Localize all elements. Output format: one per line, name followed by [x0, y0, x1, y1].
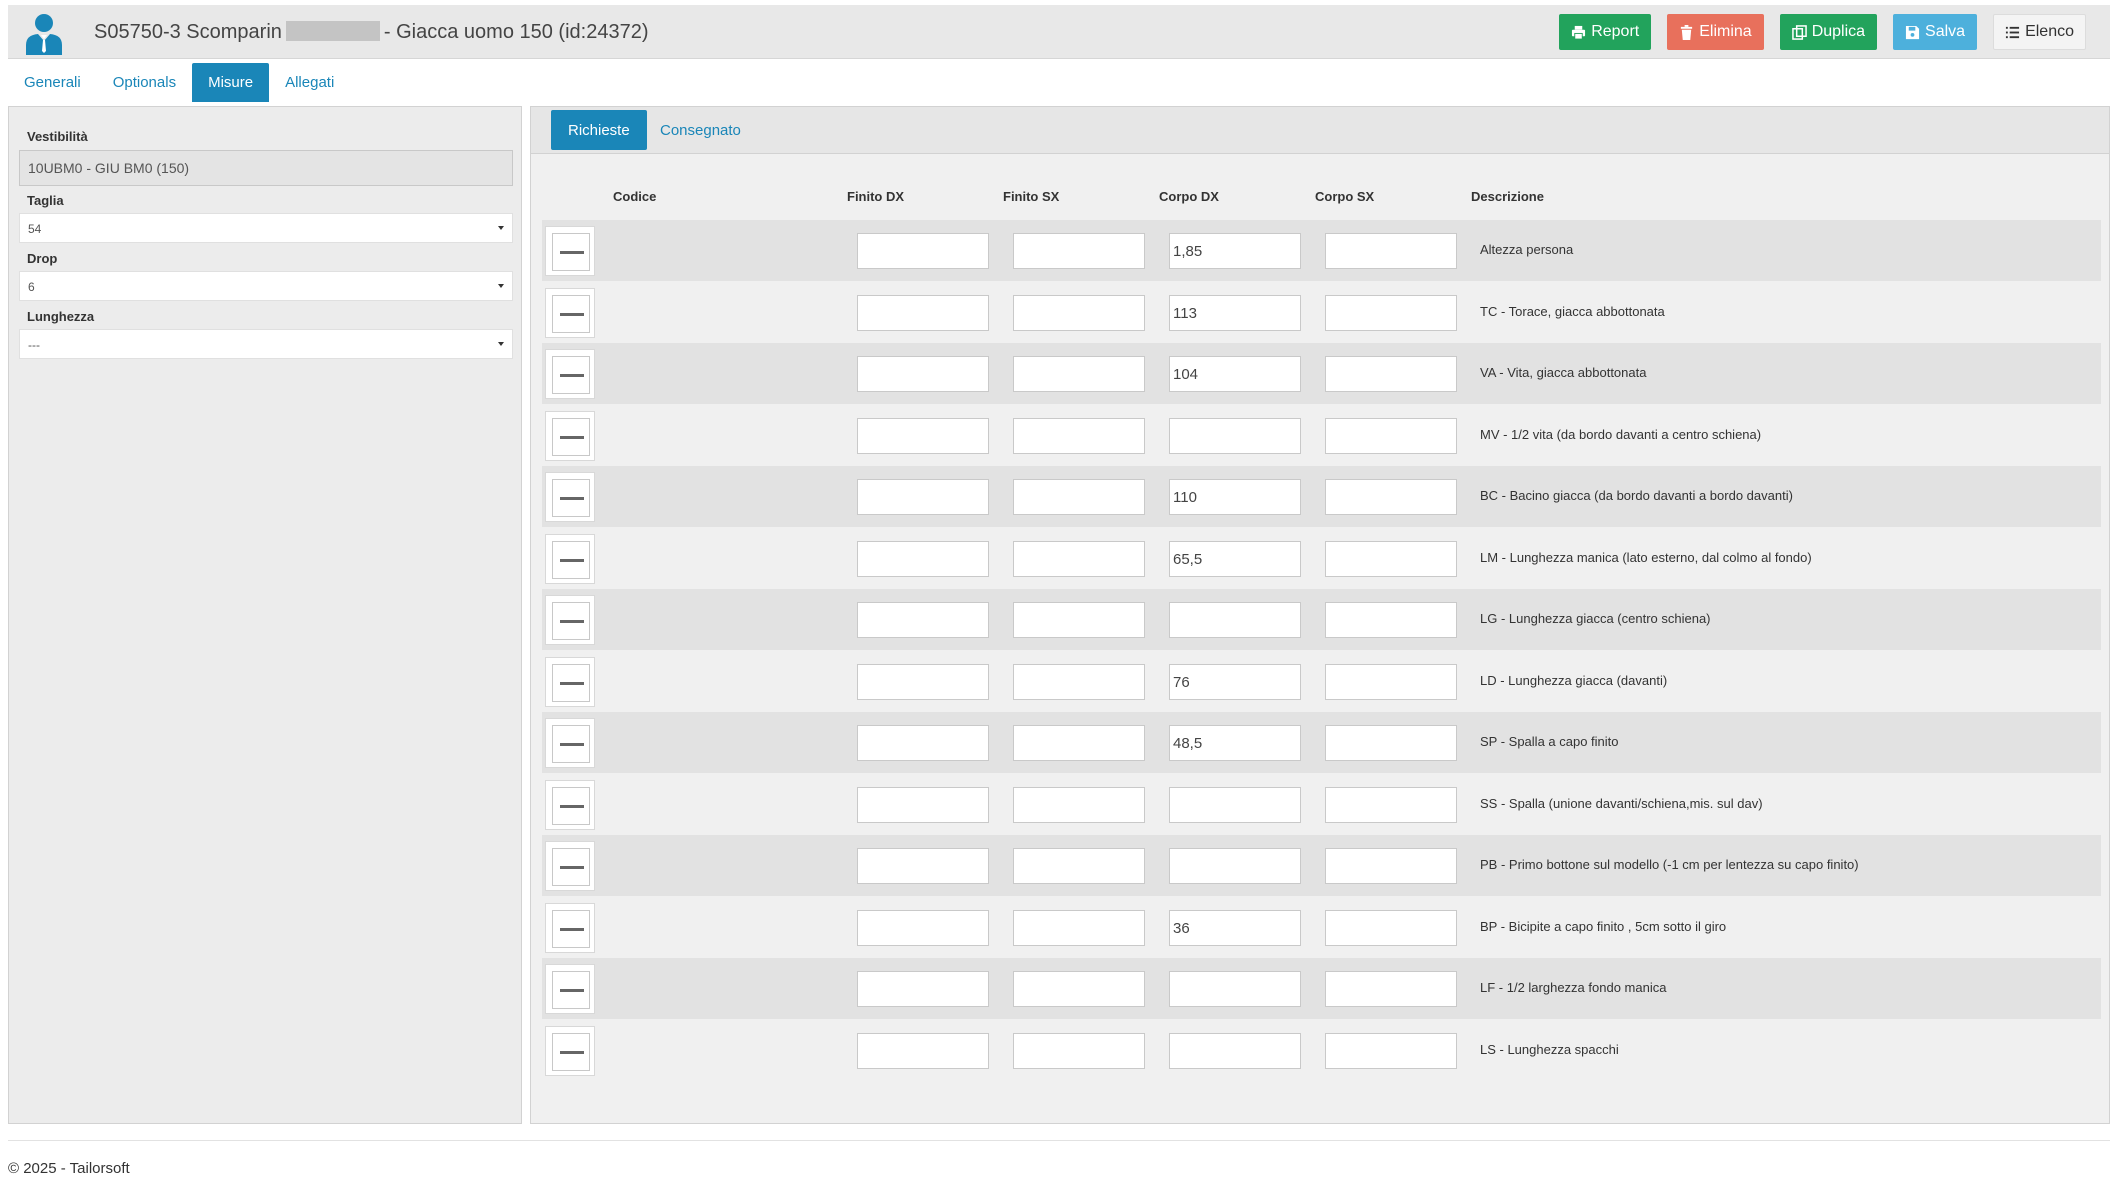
measure-description: BC - Bacino giacca (da bordo davanti a bordo davanti): [1480, 488, 1793, 503]
delete-button[interactable]: [1667, 14, 1763, 50]
title-suffix: - Giacca uomo 150 (id:24372): [383, 21, 649, 43]
table-row: [542, 712, 2101, 773]
taglia-value: 54: [28, 222, 42, 236]
corpo-sx-input[interactable]: [1325, 233, 1457, 269]
corpo-sx-input[interactable]: [1325, 787, 1457, 823]
row-action-frame: [552, 479, 590, 517]
tab-generali[interactable]: Generali: [24, 74, 81, 91]
measure-description: LS - Lunghezza spacchi: [1480, 1041, 1619, 1057]
title-prefix: S05750-3 Scomparin: [94, 21, 282, 43]
column-finito-dx: Finito DX: [847, 189, 905, 204]
finito-sx-input[interactable]: [1013, 541, 1145, 577]
corpo-dx-input[interactable]: [1169, 602, 1301, 638]
row-action-button[interactable]: [545, 1026, 595, 1076]
finito-sx-input[interactable]: [1013, 356, 1145, 392]
finito-dx-input[interactable]: [857, 664, 989, 700]
minus-icon: [560, 1051, 584, 1054]
table-row: [542, 405, 2101, 466]
column-corpo-dx: Corpo DX: [1159, 189, 1219, 204]
corpo-sx-input[interactable]: [1325, 848, 1457, 884]
table-row: [542, 897, 2101, 958]
corpo-sx-input[interactable]: [1325, 541, 1457, 577]
corpo-sx-input[interactable]: [1325, 664, 1457, 700]
finito-sx-input[interactable]: [1013, 910, 1145, 946]
delete-label: Elimina: [1699, 23, 1752, 40]
corpo-sx-input[interactable]: [1325, 418, 1457, 454]
redacted-name: [286, 21, 380, 41]
table-row: [542, 774, 2101, 835]
finito-dx-input[interactable]: [857, 356, 989, 392]
footer-divider: [8, 1140, 2110, 1141]
finito-dx-input[interactable]: [857, 787, 989, 823]
drop-select[interactable]: [19, 271, 513, 301]
finito-sx-input[interactable]: [1013, 848, 1145, 884]
row-action-frame: [552, 725, 590, 763]
tab-consegnato[interactable]: Consegnato: [660, 121, 741, 139]
duplicate-button[interactable]: [1780, 14, 1877, 50]
finito-dx-input[interactable]: [857, 233, 989, 269]
finito-sx-input[interactable]: [1013, 479, 1145, 515]
corpo-dx-input[interactable]: 113: [1169, 295, 1301, 331]
row-action-button[interactable]: [545, 903, 595, 953]
row-action-button[interactable]: [545, 595, 595, 645]
corpo-dx-input[interactable]: 65,5: [1169, 541, 1301, 577]
row-action-button[interactable]: [545, 780, 595, 830]
finito-sx-input[interactable]: [1013, 787, 1145, 823]
row-action-frame: [552, 971, 590, 1009]
taglia-label: Taglia: [27, 193, 64, 208]
corpo-sx-input[interactable]: [1325, 971, 1457, 1007]
corpo-dx-input[interactable]: [1169, 971, 1301, 1007]
row-action-frame: [552, 356, 590, 394]
row-action-button[interactable]: [545, 534, 595, 584]
table-row: [542, 651, 2101, 712]
finito-sx-input[interactable]: [1013, 295, 1145, 331]
corpo-dx-input[interactable]: 36: [1169, 910, 1301, 946]
row-action-frame: [552, 602, 590, 640]
toolbar: [1559, 14, 2086, 50]
measures-panel: [530, 106, 2110, 1124]
trash-icon: [1679, 25, 1694, 40]
measure-description: VA - Vita, giacca abbottonata: [1480, 365, 1647, 380]
report-button[interactable]: [1559, 14, 1651, 50]
minus-icon: [560, 866, 584, 869]
minus-icon: [560, 620, 584, 623]
table-row: [542, 835, 2101, 896]
lunghezza-select[interactable]: [19, 329, 513, 359]
chevron-down-icon: [498, 284, 504, 288]
user-avatar-icon: [22, 11, 66, 55]
finito-dx-input[interactable]: [857, 418, 989, 454]
row-action-button[interactable]: [545, 226, 595, 276]
vestibilita-field: 10UBM0 - GIU BM0 (150): [19, 150, 513, 186]
row-action-button[interactable]: [545, 472, 595, 522]
finito-dx-input[interactable]: [857, 1033, 989, 1069]
measure-description: LG - Lunghezza giacca (centro schiena): [1480, 611, 1711, 626]
finito-dx-input[interactable]: [857, 971, 989, 1007]
finito-sx-input[interactable]: [1013, 664, 1145, 700]
minus-icon: [560, 374, 584, 377]
drop-label: Drop: [27, 251, 58, 266]
corpo-sx-input[interactable]: [1325, 725, 1457, 761]
corpo-dx-input[interactable]: [1169, 418, 1301, 454]
measure-description: PB - Primo bottone sul modello (-1 cm per lentezza su capo finito): [1480, 857, 1859, 872]
report-label: Report: [1591, 23, 1640, 40]
corpo-sx-input[interactable]: [1325, 479, 1457, 515]
minus-icon: [560, 313, 584, 316]
floppy-disk-icon: [1905, 25, 1920, 40]
minus-icon: [560, 436, 584, 439]
row-action-button[interactable]: [545, 288, 595, 338]
tab-richieste[interactable]: Richieste: [551, 110, 647, 150]
duplicate-label: Duplica: [1811, 23, 1866, 40]
minus-icon: [560, 989, 584, 992]
table-row: [542, 220, 2101, 281]
table-row: [542, 282, 2101, 343]
finito-dx-input[interactable]: [857, 602, 989, 638]
fit-panel: [8, 106, 522, 1124]
row-action-button[interactable]: [545, 718, 595, 768]
corpo-sx-input[interactable]: [1325, 910, 1457, 946]
row-action-button[interactable]: [545, 411, 595, 461]
row-action-frame: [552, 787, 590, 825]
page-title: [94, 21, 648, 44]
list-button[interactable]: [1993, 14, 2086, 50]
save-button[interactable]: [1893, 14, 1977, 50]
corpo-dx-input[interactable]: [1169, 848, 1301, 884]
main-tabs: [8, 63, 350, 102]
finito-dx-input[interactable]: [857, 541, 989, 577]
save-label: Salva: [1925, 23, 1966, 40]
measure-description: SP - Spalla a capo finito: [1480, 734, 1619, 749]
measure-description: MV - 1/2 vita (da bordo davanti a centro schiena): [1480, 426, 1762, 442]
list-label: Elenco: [2025, 23, 2074, 40]
finito-dx-input[interactable]: [857, 910, 989, 946]
finito-dx-input[interactable]: [857, 725, 989, 761]
minus-icon: [560, 805, 584, 808]
minus-icon: [560, 497, 584, 500]
tab-misure[interactable]: Misure: [192, 63, 269, 102]
finito-sx-input[interactable]: [1013, 602, 1145, 638]
row-action-frame: [552, 541, 590, 579]
measure-description: LM - Lunghezza manica (lato esterno, dal colmo al fondo): [1480, 549, 1812, 565]
finito-sx-input[interactable]: [1013, 1033, 1145, 1069]
row-action-button[interactable]: [545, 349, 595, 399]
drop-value: 6: [28, 280, 35, 294]
page-header: [8, 5, 2110, 59]
measure-description: LD - Lunghezza giacca (davanti): [1480, 672, 1668, 688]
row-action-frame: [552, 418, 590, 456]
row-action-frame: [552, 233, 590, 271]
finito-sx-input[interactable]: [1013, 418, 1145, 454]
corpo-dx-input[interactable]: 104: [1169, 356, 1301, 392]
corpo-dx-input[interactable]: [1169, 1033, 1301, 1069]
finito-dx-input[interactable]: [857, 848, 989, 884]
row-action-button[interactable]: [545, 657, 595, 707]
minus-icon: [560, 743, 584, 746]
measure-subtabs: [531, 107, 2109, 154]
table-row: [542, 466, 2101, 527]
row-action-frame: [552, 910, 590, 948]
table-row: [542, 528, 2101, 589]
minus-icon: [560, 682, 584, 685]
column-finito-sx: Finito SX: [1003, 189, 1060, 204]
finito-dx-input[interactable]: [857, 479, 989, 515]
table-row: [542, 343, 2101, 404]
table-row: [542, 958, 2101, 1019]
corpo-dx-input[interactable]: 76: [1169, 664, 1301, 700]
corpo-dx-input[interactable]: [1169, 787, 1301, 823]
row-action-frame: [552, 664, 590, 702]
measure-description: BP - Bicipite a capo finito , 5cm sotto il giro: [1480, 918, 1727, 934]
chevron-down-icon: [498, 342, 504, 346]
row-action-frame: [552, 1033, 590, 1071]
column-codice: Codice: [613, 189, 657, 204]
corpo-sx-input[interactable]: [1325, 1033, 1457, 1069]
taglia-select[interactable]: [19, 213, 513, 243]
footer: © 2025 - Tailorsoft: [8, 1160, 130, 1177]
finito-sx-input[interactable]: [1013, 971, 1145, 1007]
vestibilita-label: Vestibilità: [27, 129, 88, 144]
lunghezza-value: ---: [28, 338, 40, 352]
row-action-button[interactable]: [545, 964, 595, 1014]
table-row: [542, 1020, 2101, 1081]
corpo-dx-input[interactable]: 1,85: [1169, 233, 1301, 269]
finito-dx-input[interactable]: [857, 295, 989, 331]
measure-description: LF - 1/2 larghezza fondo manica: [1480, 980, 1667, 995]
table-row: [542, 589, 2101, 650]
finito-sx-input[interactable]: [1013, 725, 1145, 761]
corpo-dx-input[interactable]: 110: [1169, 479, 1301, 515]
tab-allegati[interactable]: Allegati: [285, 74, 335, 91]
print-icon: [1571, 25, 1586, 40]
corpo-sx-input[interactable]: [1325, 356, 1457, 392]
minus-icon: [560, 559, 584, 562]
measure-description: TC - Torace, giacca abbottonata: [1480, 303, 1665, 319]
copy-icon: [1792, 25, 1807, 40]
corpo-dx-input[interactable]: 48,5: [1169, 725, 1301, 761]
row-action-frame: [552, 295, 590, 333]
corpo-sx-input[interactable]: [1325, 602, 1457, 638]
measure-description: Altezza persona: [1480, 242, 1574, 257]
minus-icon: [560, 251, 584, 254]
list-icon: [2005, 25, 2020, 40]
minus-icon: [560, 928, 584, 931]
corpo-sx-input[interactable]: [1325, 295, 1457, 331]
finito-sx-input[interactable]: [1013, 233, 1145, 269]
row-action-frame: [552, 848, 590, 886]
tab-optionals[interactable]: Optionals: [112, 74, 177, 91]
row-action-button[interactable]: [545, 841, 595, 891]
column-corpo-sx: Corpo SX: [1315, 189, 1375, 204]
measure-description: SS - Spalla (unione davanti/schiena,mis. sul dav): [1480, 795, 1763, 811]
lunghezza-label: Lunghezza: [27, 309, 95, 324]
column-descrizione: Descrizione: [1471, 189, 1544, 204]
chevron-down-icon: [498, 226, 504, 230]
